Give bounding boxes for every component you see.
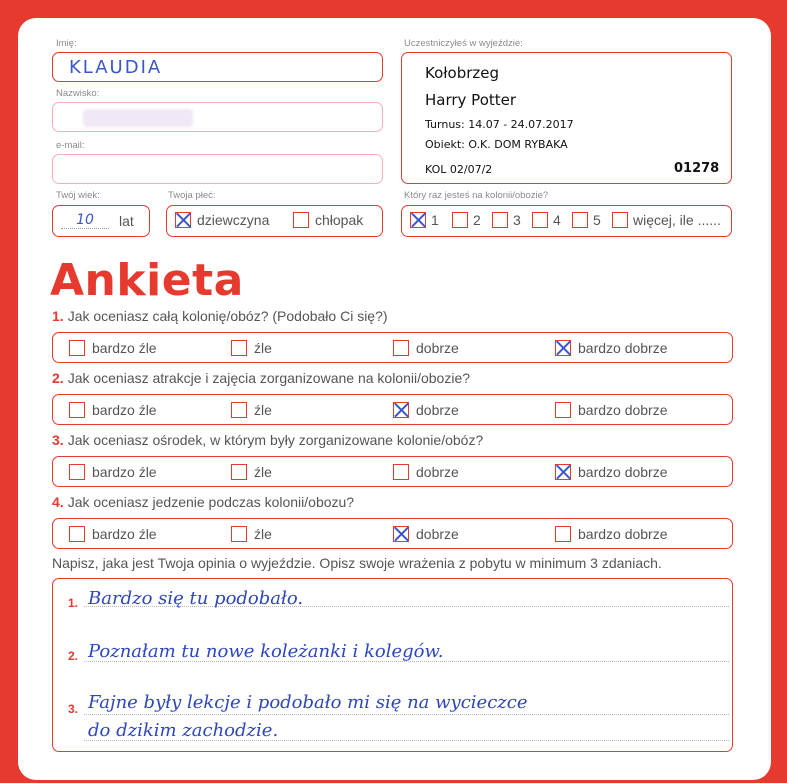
camp-count-option-label: 2 (473, 212, 481, 228)
first-name-value: KLAUDIA (69, 57, 163, 78)
camp-count-option-4[interactable] (532, 212, 561, 228)
checkbox-icon[interactable] (69, 526, 85, 542)
checkbox-icon[interactable] (393, 402, 409, 418)
email-field[interactable] (52, 154, 383, 184)
rating-row (52, 332, 733, 363)
checkbox-icon[interactable] (452, 212, 468, 228)
email-label: e-mail: (56, 140, 85, 151)
age-label: Twój wiek: (56, 190, 100, 201)
rating-option-label: dobrze (416, 526, 459, 542)
age-field[interactable] (52, 205, 150, 237)
rating-option-label: bardzo źle (92, 402, 157, 418)
rating-option-label: bardzo źle (92, 526, 157, 542)
checkbox-icon[interactable] (393, 340, 409, 356)
question-label: Jak oceniasz jedzenie podczas kolonii/obozu? (67, 494, 355, 510)
gender-option-boy[interactable] (293, 212, 363, 228)
rating-option[interactable] (231, 340, 272, 356)
rating-option[interactable] (555, 464, 668, 480)
camp-count-option-label: 3 (513, 212, 521, 228)
question-label: Jak oceniasz całą kolonię/obóz? (Podobało Ci się?) (67, 308, 388, 324)
checkbox-icon[interactable] (293, 212, 309, 228)
trip-info-label: Uczestniczyłeś w wyjeździe: (404, 38, 523, 49)
camp-count-option-label: więcej, ile ...... (633, 212, 721, 228)
rating-option[interactable] (393, 526, 459, 542)
camp-count-label: Który raz jesteś na kolonii/obozie? (404, 190, 549, 201)
rating-row (52, 456, 733, 487)
opinion-line-3: Fajne były lekcje i podobało mi się na wycieczce (88, 692, 528, 713)
rating-option-label: bardzo źle (92, 340, 157, 356)
opinion-line-number: 2. (68, 649, 79, 663)
checkbox-icon[interactable] (69, 464, 85, 480)
question-text (52, 308, 388, 324)
rating-option[interactable] (231, 526, 272, 542)
checkbox-icon[interactable] (555, 526, 571, 542)
checkbox-icon[interactable] (69, 402, 85, 418)
last-name-label: Nazwisko: (56, 88, 100, 99)
camp-count-option-3[interactable] (492, 212, 521, 228)
question-text (52, 494, 354, 510)
opinion-line-1: Bardzo się tu podobało. (88, 588, 304, 609)
camp-count-option-2[interactable] (452, 212, 481, 228)
camp-count-option-label: 1 (431, 212, 439, 228)
gender-label: Twoja płeć: (168, 190, 216, 201)
rating-option-label: źle (254, 526, 272, 542)
last-name-field[interactable] (52, 102, 383, 132)
camp-count-option-label: 5 (593, 212, 601, 228)
camp-count-option-label: 4 (553, 212, 561, 228)
dotted-line (84, 714, 729, 715)
question-number: 2. (52, 370, 64, 386)
rating-row (52, 518, 733, 549)
trip-code: KOL 02/07/2 (425, 163, 493, 176)
first-name-label: Imię: (56, 38, 77, 49)
rating-option-label: dobrze (416, 402, 459, 418)
checkbox-icon[interactable] (555, 464, 571, 480)
gender-field (166, 205, 383, 237)
checkbox-icon[interactable] (393, 526, 409, 542)
rating-option-label: źle (254, 402, 272, 418)
opinion-line-number: 3. (68, 702, 79, 716)
checkbox-icon[interactable] (231, 464, 247, 480)
rating-option[interactable] (393, 402, 459, 418)
question-text (52, 432, 483, 448)
checkbox-icon[interactable] (231, 526, 247, 542)
rating-option-label: dobrze (416, 340, 459, 356)
checkbox-icon[interactable] (393, 464, 409, 480)
camp-count-field (401, 205, 732, 237)
first-name-field[interactable] (52, 52, 383, 82)
rating-option-label: bardzo dobrze (578, 464, 668, 480)
gender-option-girl[interactable] (175, 212, 269, 228)
rating-option[interactable] (69, 526, 157, 542)
camp-count-option-more[interactable] (612, 212, 721, 228)
trip-place: Kołobrzeg (425, 64, 500, 82)
checkbox-icon[interactable] (555, 402, 571, 418)
gender-option-girl-label: dziewczyna (197, 212, 270, 228)
question-number: 3. (52, 432, 64, 448)
rating-option-label: dobrze (416, 464, 459, 480)
question-number: 1. (52, 308, 64, 324)
question-label: Jak oceniasz atrakcje i zajęcia zorganizowane na kolonii/obozie? (67, 370, 471, 386)
age-value: 10 (61, 212, 109, 229)
checkbox-icon[interactable] (555, 340, 571, 356)
opinion-line-number: 1. (68, 596, 79, 610)
camp-count-option-5[interactable] (572, 212, 601, 228)
opinion-line-2: Poznałam tu nowe koleżanki i kolegów. (88, 641, 444, 662)
checkbox-icon[interactable] (532, 212, 548, 228)
checkbox-icon[interactable] (175, 212, 191, 228)
rating-option[interactable] (69, 402, 157, 418)
checkbox-icon[interactable] (231, 402, 247, 418)
trip-turnus: Turnus: 14.07 - 24.07.2017 (425, 118, 574, 131)
rating-option[interactable] (555, 402, 668, 418)
rating-option[interactable] (231, 464, 272, 480)
page-title: Ankieta (50, 255, 244, 306)
redacted-surname (83, 109, 193, 127)
checkbox-icon[interactable] (231, 340, 247, 356)
opinion-line-4: do dzikim zachodzie. (88, 720, 279, 741)
rating-option-label: bardzo dobrze (578, 402, 668, 418)
trip-number: 01278 (674, 161, 720, 176)
rating-row (52, 394, 733, 425)
rating-option[interactable] (555, 340, 668, 356)
checkbox-icon[interactable] (69, 340, 85, 356)
rating-option-label: źle (254, 464, 272, 480)
gender-option-boy-label: chłopak (315, 212, 364, 228)
checkbox-icon[interactable] (492, 212, 508, 228)
question-text (52, 370, 470, 386)
rating-option-label: bardzo źle (92, 464, 157, 480)
rating-option[interactable] (69, 464, 157, 480)
checkbox-icon[interactable] (572, 212, 588, 228)
rating-option-label: źle (254, 340, 272, 356)
rating-option[interactable] (393, 464, 459, 480)
rating-option-label: bardzo dobrze (578, 526, 668, 542)
checkbox-icon[interactable] (612, 212, 628, 228)
rating-option-label: bardzo dobrze (578, 340, 668, 356)
age-unit: lat (119, 213, 134, 229)
opinion-prompt: Napisz, jaka jest Twoja opinia o wyjeździe. Opisz swoje wrażenia z pobytu w minimum 3 zdaniach. (52, 555, 662, 571)
checkbox-icon[interactable] (410, 212, 426, 228)
question-label: Jak oceniasz ośrodek, w którym były zorganizowane kolonie/obóz? (67, 432, 484, 448)
trip-object: Obiekt: O.K. DOM RYBAKA (425, 138, 568, 151)
rating-option[interactable] (231, 402, 272, 418)
question-number: 4. (52, 494, 64, 510)
rating-option[interactable] (69, 340, 157, 356)
camp-count-option-1[interactable] (410, 212, 439, 228)
rating-option[interactable] (393, 340, 459, 356)
trip-theme: Harry Potter (425, 91, 517, 109)
rating-option[interactable] (555, 526, 668, 542)
